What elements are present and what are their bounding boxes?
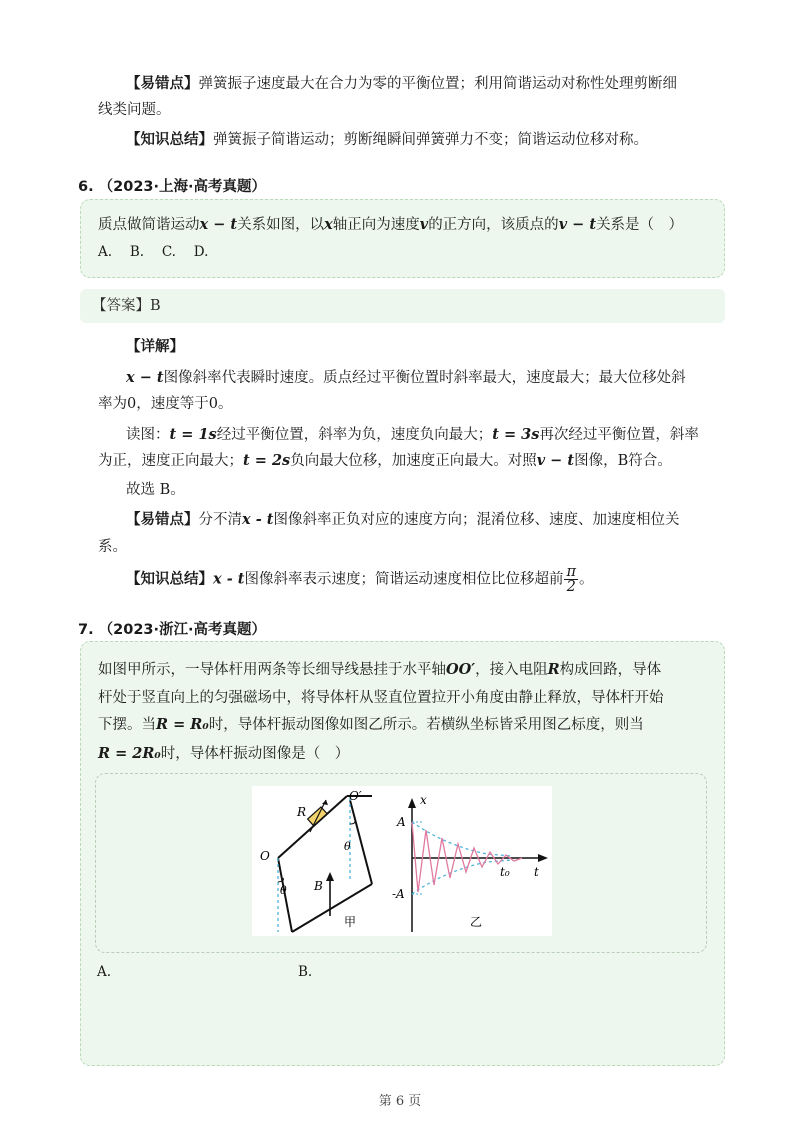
q6-summary: 【知识总结】x - t图像斜率表示速度；简谐运动速度相位比位移超前 $\frac{\pi}{2}$ 。 xyxy=(126,564,594,595)
q5-summary-label: 【知识总结】 xyxy=(126,132,213,148)
label-t0: t₀ xyxy=(500,865,510,879)
q7-stem-line4: R = 2R₀时，导体杆振动图像是（ ） xyxy=(98,745,350,762)
q5-mistake-line1: 【易错点】弹簧振子速度最大在合力为零的平衡位置；利用简谐运动对称性处理剪断细 xyxy=(126,76,677,92)
label-R: R xyxy=(297,805,307,819)
q6-detail-line3: 读图：t = 1s经过平衡位置，斜率为负，速度负向最大；t = 3s再次经过平衡位置，斜率 xyxy=(126,426,699,443)
label-A: A xyxy=(397,815,406,829)
q7-stem-line2: 杆处于竖直向上的匀强磁场中，将导体杆从竖直位置拉开小角度由静止释放，导体杆开始 xyxy=(98,690,664,706)
q5-mistake-line2: 线类问题。 xyxy=(98,102,171,118)
label-B: B xyxy=(314,879,323,893)
q6-detail-line2: 率为0，速度等于0。 xyxy=(98,396,233,412)
q7-header: 7. （2023·浙江·高考真题） xyxy=(78,622,267,638)
label-O-prime: O′ xyxy=(349,789,362,803)
q6-options: A. B. C. D. xyxy=(98,244,209,260)
q6-answer: 【答案】B xyxy=(92,298,161,314)
label-neg-A: -A xyxy=(392,887,405,901)
q6-detail-line4: 为正，速度正向最大；t = 2s负向最大位移，加速度正向最大。对照v − t图像，B符合。 xyxy=(98,452,672,469)
label-theta-left: θ xyxy=(280,884,287,897)
q7-option-b: B. xyxy=(298,964,313,980)
label-theta-right: θ xyxy=(344,840,351,853)
q6-stem: 质点做简谐运动x − t关系如图，以x轴正向为速度v的正方向，该质点的v − t关系是（ ） xyxy=(98,216,684,233)
q7-figure xyxy=(252,786,552,936)
q6-detail-label: 【详解】 xyxy=(126,339,184,355)
q6-detail-line1: x − t图像斜率代表瞬时速度。质点经过平衡位置时斜率最大，速度最大；最大位移处斜 xyxy=(126,369,686,386)
q7-stem-line1: 如图甲所示，一导体杆用两条等长细导线悬挂于水平轴OO′，接入电阻R构成回路，导体 xyxy=(98,661,662,678)
q6-choose: 故选 B。 xyxy=(126,482,185,498)
label-O: O xyxy=(260,849,270,863)
q6-mistake-line1: 【易错点】分不清x - t图像斜率正负对应的速度方向；混淆位移、速度、加速度相位关 xyxy=(126,511,680,528)
q5-mistake-label: 【易错点】 xyxy=(126,76,199,92)
pi-over-2-fraction: $\frac{\pi}{2}$ xyxy=(566,564,576,595)
q6-question-box xyxy=(80,199,725,278)
q5-summary: 【知识总结】弹簧振子简谐运动；剪断绳瞬间弹簧弹力不变；简谐运动位移对称。 xyxy=(126,132,648,148)
q7-stem-line3: 下摆。当R = R₀时，导体杆振动图像如图乙所示。若横纵坐标皆采用图乙标度，则当 xyxy=(98,716,644,733)
q6-header: 6. （2023·上海·高考真题） xyxy=(78,179,267,195)
label-t: t xyxy=(534,865,539,879)
label-yi: 乙 xyxy=(470,915,483,929)
q6-mistake-line2: 系。 xyxy=(98,539,127,555)
q7-option-a: A. xyxy=(97,964,112,980)
q6-answer-bar xyxy=(80,289,725,323)
label-jia: 甲 xyxy=(344,915,357,929)
label-x: x xyxy=(420,793,427,807)
page-footer: 第 6 页 xyxy=(378,1094,422,1109)
